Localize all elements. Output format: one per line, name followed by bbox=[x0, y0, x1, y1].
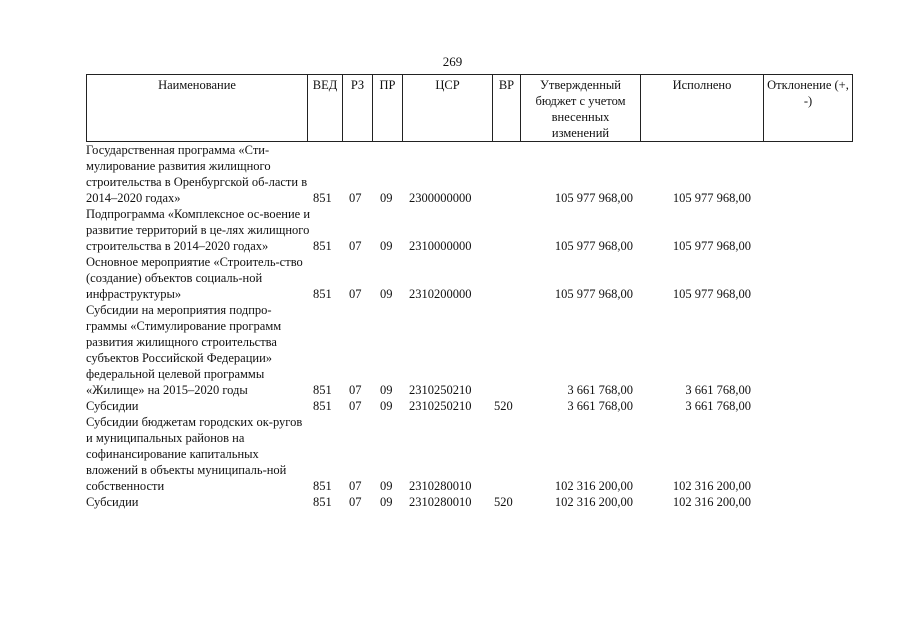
row-rz: 07 bbox=[349, 287, 362, 301]
row-vr: 520 bbox=[494, 495, 513, 509]
table-body bbox=[86, 142, 821, 510]
row-rz: 07 bbox=[349, 191, 362, 205]
row-budget: 3 661 768,00 bbox=[567, 383, 633, 397]
row-csr: 2310280010 bbox=[409, 495, 472, 509]
row-vr: 520 bbox=[494, 399, 513, 413]
header-budget: Утвержденный бюджет с учетом внесенных изменений bbox=[521, 75, 641, 142]
row-rz: 07 bbox=[349, 479, 362, 493]
row-ved: 851 bbox=[313, 479, 332, 493]
row-csr: 2310200000 bbox=[409, 287, 472, 301]
table-row bbox=[86, 142, 821, 206]
row-executed: 102 316 200,00 bbox=[672, 479, 751, 493]
row-name: Основное мероприятие «Строитель-ство (создание) объектов социаль-ной инфраструктуры» bbox=[86, 255, 303, 301]
row-ved: 851 bbox=[313, 287, 332, 301]
row-pr: 09 bbox=[380, 479, 393, 493]
row-ved: 851 bbox=[313, 383, 332, 397]
table-row bbox=[86, 206, 821, 254]
row-pr: 09 bbox=[380, 399, 393, 413]
row-executed: 3 661 768,00 bbox=[685, 383, 751, 397]
row-executed: 105 977 968,00 bbox=[672, 287, 751, 301]
row-ved: 851 bbox=[313, 191, 332, 205]
row-rz: 07 bbox=[349, 239, 362, 253]
row-executed: 105 977 968,00 bbox=[672, 239, 751, 253]
row-csr: 2310250210 bbox=[409, 383, 472, 397]
row-name: Субсидии бюджетам городских ок-ругов и муниципальных районов на софинансирование капитальных вложений в объекты муниципаль-ной собственности bbox=[86, 415, 303, 493]
table-row bbox=[86, 302, 821, 398]
row-executed: 105 977 968,00 bbox=[672, 191, 751, 205]
row-budget: 3 661 768,00 bbox=[567, 399, 633, 413]
row-name: Субсидии на мероприятия подпро-граммы «Стимулирование программ развития жилищного строительства субъектов Российской Федерации» федеральной целевой программы «Жилище» на 2015–2020 годы bbox=[86, 303, 282, 397]
row-pr: 09 bbox=[380, 287, 393, 301]
row-name: Субсидии bbox=[86, 399, 139, 413]
row-pr: 09 bbox=[380, 191, 393, 205]
row-name: Государственная программа «Сти-мулирование развития жилищного строительства в Оренбургской об-ласти в 2014–2020 годах» bbox=[86, 143, 308, 205]
header-vr: ВР bbox=[493, 75, 521, 142]
row-name: Субсидии bbox=[86, 495, 139, 509]
table-header bbox=[86, 74, 853, 142]
row-csr: 2310250210 bbox=[409, 399, 472, 413]
header-deviation: Отклонение (+, -) bbox=[764, 75, 853, 142]
row-rz: 07 bbox=[349, 495, 362, 509]
row-executed: 102 316 200,00 bbox=[672, 495, 751, 509]
row-ved: 851 bbox=[313, 239, 332, 253]
row-csr: 2300000000 bbox=[409, 191, 472, 205]
row-pr: 09 bbox=[380, 495, 393, 509]
page-number: 269 bbox=[442, 54, 463, 69]
row-budget: 105 977 968,00 bbox=[554, 191, 633, 205]
header-csr: ЦСР bbox=[403, 75, 493, 142]
header-rz: РЗ bbox=[343, 75, 373, 142]
table-row bbox=[86, 494, 821, 510]
row-executed: 3 661 768,00 bbox=[685, 399, 751, 413]
header-pr: ПР bbox=[373, 75, 403, 142]
row-pr: 09 bbox=[380, 239, 393, 253]
header-name: Наименование bbox=[87, 75, 308, 142]
row-ved: 851 bbox=[313, 495, 332, 509]
row-budget: 105 977 968,00 bbox=[554, 239, 633, 253]
row-pr: 09 bbox=[380, 383, 393, 397]
row-name: Подпрограмма «Комплексное ос-воение и развитие территорий в це-лях жилищного строительства в 2014–2020 годах» bbox=[86, 207, 311, 253]
header-ved: ВЕД bbox=[308, 75, 343, 142]
row-budget: 105 977 968,00 bbox=[554, 287, 633, 301]
header-executed: Исполнено bbox=[641, 75, 764, 142]
row-csr: 2310280010 bbox=[409, 479, 472, 493]
row-rz: 07 bbox=[349, 399, 362, 413]
row-csr: 2310000000 bbox=[409, 239, 472, 253]
row-budget: 102 316 200,00 bbox=[554, 479, 633, 493]
row-ved: 851 bbox=[313, 399, 332, 413]
table-row bbox=[86, 254, 821, 302]
table-row bbox=[86, 398, 821, 414]
row-budget: 102 316 200,00 bbox=[554, 495, 633, 509]
table-row bbox=[86, 414, 821, 494]
row-rz: 07 bbox=[349, 383, 362, 397]
